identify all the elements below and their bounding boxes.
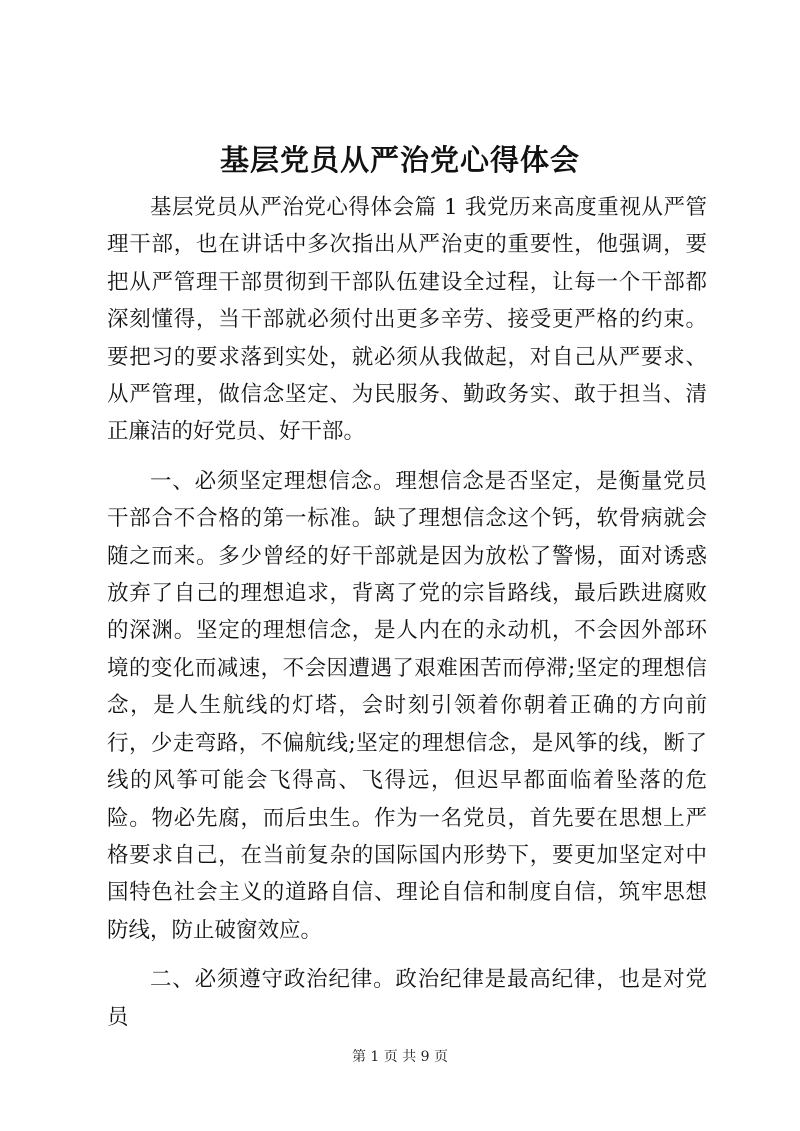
paragraph-section-1: 一、必须坚定理想信念。理想信念是否坚定，是衡量党员干部合不合格的第一标准。缺了理想信念这个钙，软骨病就会随之而来。多少曾经的好干部就是因为放松了警惕，面对诱惑放弃了自己的理想追求，背离了党的宗旨路线，最后跌进腐败的深渊。坚定的理想信念，是人内在的永动机，不会因外部环境的变化而减速，不会因遭遇了艰难困苦而停滞;坚定的理想信念，是人生航线的灯塔，会时刻引领着你朝着正确的方向前行，少走弯路，不偏航线;坚定的理想信念，是风筝的线，断了线的风筝可能会飞得高、飞得远，但迟早都面临着坠落的危险。物必先腐，而后虫生。作为一名党员，首先要在思想上严格要求自己，在当前复杂的国际国内形势下，要更加坚定对中国特色社会主义的道路自信、理论自信和制度自信，筑牢思想防线，防止破窗效应。 [107,468,707,943]
page-footer: 第 1 页 共 9 页 [351,1049,449,1065]
document-body [107,189,707,1036]
paragraph-section-2: 二、必须遵守政治纪律。政治纪律是最高纪律，也是对党员 [107,967,707,1030]
paragraph-intro: 基层党员从严治党心得体会篇 1 我党历来高度重视从严管理干部，也在讲话中多次指出从严治吏的重要性，他强调，要把从严管理干部贯彻到干部队伍建设全过程，让每一个干部都深刻懂得，当干部就必须付出更多辛劳、接受更严格的约束。要把习的要求落到实处，就必须从我做起，对自己从严要求、从严管理，做信念坚定、为民服务、勤政务实、敢于担当、清正廉洁的好党员、好干部。 [107,195,707,445]
paragraph-spacer [107,451,707,463]
paragraph-spacer [107,949,707,961]
document-title: 基层党员从严治党心得体会 [219,143,580,177]
